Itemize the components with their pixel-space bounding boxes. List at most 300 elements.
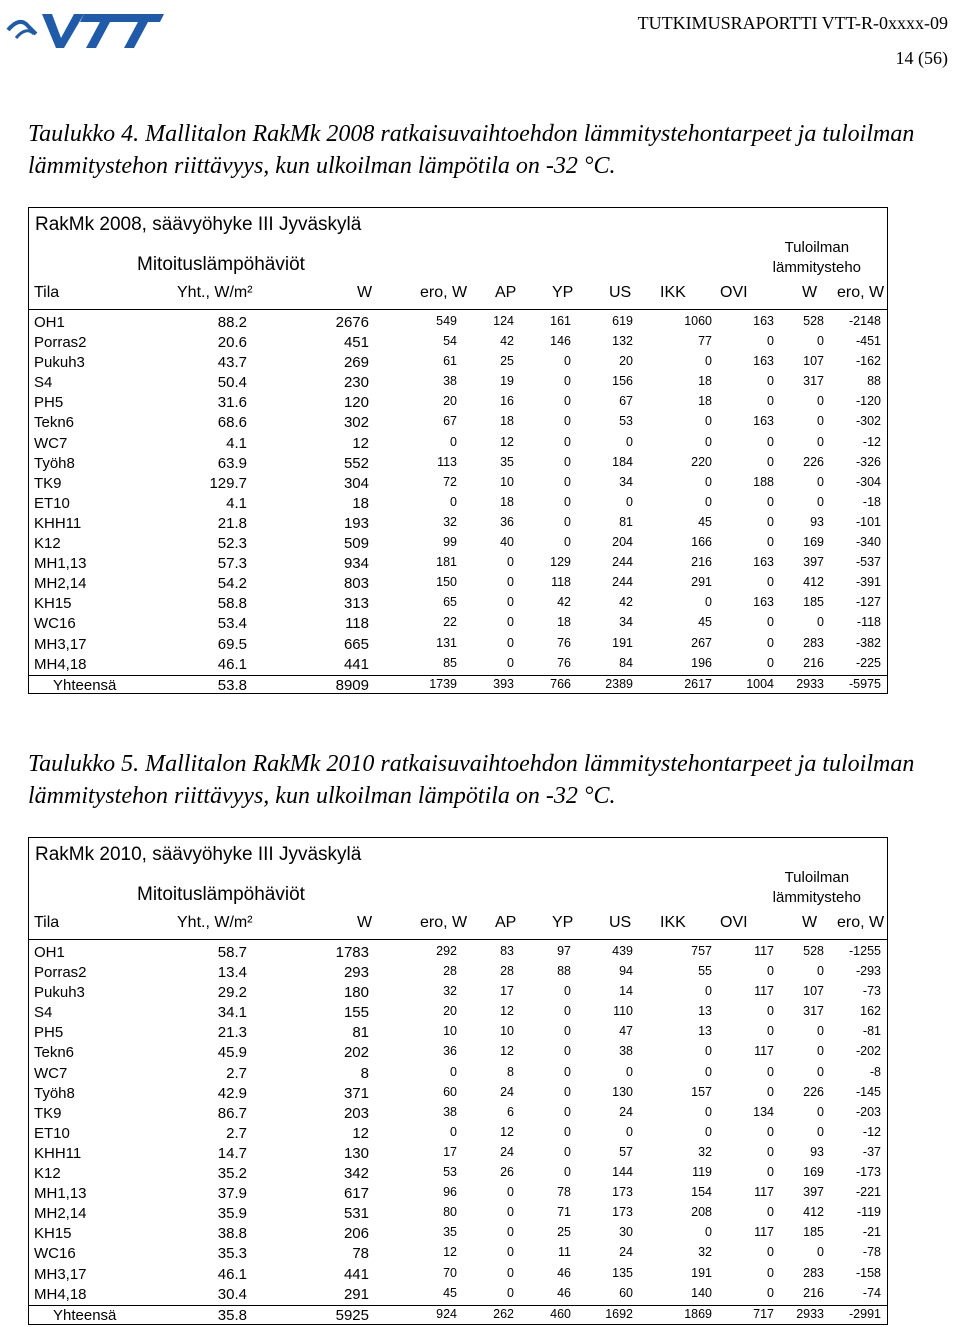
cell-yp: 161 [550, 314, 571, 328]
table-row [29, 333, 887, 353]
cell-ap: 10 [500, 1024, 514, 1039]
cell-supply-w: 0 [817, 1024, 824, 1039]
column-headers [29, 284, 887, 308]
cell-ap: 0 [507, 1225, 514, 1240]
cell-ero-w: 32 [443, 514, 457, 529]
cell-ero-w: 96 [443, 1185, 457, 1200]
supply-heading-line: Tuloilman [784, 869, 850, 886]
cell-ikk: 13 [698, 1024, 712, 1039]
cell-ovi: 0 [767, 635, 774, 650]
cell-tila: KH15 [34, 595, 72, 613]
cell-ikk: 0 [705, 595, 712, 610]
table-row [29, 1124, 887, 1144]
cell-yp: 0 [564, 494, 571, 509]
cell-supply-ero-w: -127 [855, 595, 881, 610]
cell-tila: ET10 [34, 1124, 70, 1142]
cell-supply-w: 0 [817, 394, 824, 409]
cell-supply-w: 317 [803, 374, 824, 389]
cell-ap: 25 [500, 354, 514, 369]
cell-tila: MH2,14 [34, 1205, 87, 1223]
cell-ikk: 0 [705, 984, 712, 999]
cell-supply-ero-w: -2148 [849, 314, 881, 328]
cell-w: 302 [343, 414, 369, 432]
table-row [29, 1064, 887, 1084]
cell-supply-ero-w: -221 [855, 1185, 881, 1200]
column-header-ovi: OVI [720, 914, 748, 931]
cell-yht-wm2: 58.8 [217, 595, 247, 613]
cell-us: 173 [612, 1185, 633, 1200]
cell-yp: 18 [557, 615, 571, 630]
cell-w: 313 [343, 595, 369, 613]
cell-yp: 0 [564, 1144, 571, 1159]
cell-ero-w: 0 [450, 434, 457, 449]
table-row [29, 963, 887, 983]
table-row [29, 454, 887, 474]
table-row [29, 1144, 887, 1164]
cell-ikk: 2617 [684, 676, 712, 691]
cell-yp: 0 [564, 535, 571, 550]
cell-ikk: 216 [691, 555, 712, 570]
cell-tila: Työh8 [34, 454, 75, 472]
cell-tila: K12 [34, 1165, 61, 1183]
cell-supply-w: 216 [803, 1285, 824, 1300]
cell-ero-w: 17 [443, 1144, 457, 1159]
cell-supply-w: 185 [803, 1225, 824, 1240]
cell-yp: 0 [564, 434, 571, 449]
cell-yp: 0 [564, 394, 571, 409]
cell-tila: Porras2 [34, 334, 87, 352]
cell-ikk: 208 [691, 1205, 712, 1220]
cell-supply-w: 412 [803, 575, 824, 590]
caption-line: Taulukko 5. Mallitalon RakMk 2010 ratkaisuvaihtoehdon lämmitystehontarpeet ja tuloilman [28, 751, 915, 777]
cell-ovi: 188 [753, 474, 774, 489]
cell-ikk: 32 [698, 1245, 712, 1260]
cell-ovi: 0 [767, 655, 774, 670]
cell-supply-ero-w: -158 [855, 1265, 881, 1280]
table-row [29, 1265, 887, 1285]
cell-yp: 766 [550, 676, 571, 691]
cell-ap: 36 [500, 514, 514, 529]
cell-w: 8909 [335, 676, 369, 694]
cell-us: 0 [626, 1064, 633, 1079]
table-row [29, 514, 887, 534]
cell-supply-w: 226 [803, 1084, 824, 1099]
cell-ikk: 1869 [684, 1306, 712, 1321]
cell-ero-w: 150 [436, 575, 457, 590]
table-row [29, 1043, 887, 1063]
cell-w: 193 [343, 514, 369, 532]
cell-supply-w: 528 [803, 944, 824, 958]
cell-w: 203 [343, 1104, 369, 1122]
cell-tila: PH5 [34, 1024, 64, 1042]
cell-yht-wm2: 35.8 [217, 1306, 247, 1324]
cell-w: 441 [343, 1265, 369, 1283]
cell-ovi: 117 [754, 984, 774, 999]
cell-yht-wm2: 86.7 [217, 1104, 247, 1122]
cell-tila: MH4,18 [34, 655, 87, 673]
column-header-w: W [357, 284, 373, 301]
cell-yht-wm2: 42.9 [217, 1084, 247, 1102]
cell-supply-ero-w: -78 [862, 1245, 881, 1260]
table-row [29, 943, 887, 963]
cell-supply-w: 412 [803, 1205, 824, 1220]
cell-us: 81 [619, 514, 633, 529]
cell-supply-ero-w: 88 [867, 374, 881, 389]
cell-ikk: 757 [691, 944, 712, 958]
cell-w: 342 [343, 1165, 369, 1183]
cell-ikk: 45 [698, 514, 712, 529]
cell-yht-wm2: 69.5 [217, 635, 247, 653]
cell-yp: 46 [557, 1285, 571, 1300]
supply-air-heading [773, 238, 861, 278]
column-header-ikk: IKK [660, 284, 686, 301]
column-header-us: US [609, 284, 632, 301]
table-row [29, 1204, 887, 1224]
cell-w: 155 [343, 1004, 369, 1022]
cell-tila: Yhteensä [53, 1306, 117, 1324]
cell-supply-ero-w: -2991 [849, 1306, 881, 1321]
cell-tila: MH1,13 [34, 1185, 87, 1203]
cell-ap: 0 [507, 555, 514, 570]
cell-supply-w: 107 [803, 984, 824, 999]
header-divider [29, 309, 887, 310]
column-header-ikk: IKK [660, 914, 686, 931]
cell-w: 509 [343, 535, 369, 553]
column-header-supply-ero-w: ero, W [837, 914, 885, 931]
cell-ap: 24 [500, 1084, 514, 1099]
cell-yht-wm2: 21.8 [217, 514, 247, 532]
cell-yht-wm2: 46.1 [217, 1265, 247, 1283]
cell-ap: 12 [500, 1044, 514, 1059]
table-row [29, 554, 887, 574]
cell-ap: 0 [507, 1185, 514, 1200]
cell-ovi: 0 [767, 1004, 774, 1019]
column-header-supply-w: W [802, 914, 818, 931]
cell-ero-w: 22 [443, 615, 457, 630]
cell-ap: 12 [500, 1004, 514, 1019]
header-divider [29, 939, 887, 940]
cell-us: 34 [619, 615, 633, 630]
cell-w: 934 [343, 555, 369, 573]
cell-us: 24 [619, 1104, 633, 1119]
cell-ap: 0 [507, 575, 514, 590]
cell-supply-ero-w: -101 [855, 514, 881, 529]
cell-supply-w: 107 [803, 354, 824, 369]
cell-yp: 0 [564, 474, 571, 489]
cell-ap: 18 [500, 414, 514, 429]
cell-ovi: 117 [754, 1225, 774, 1240]
cell-yht-wm2: 2.7 [226, 1064, 247, 1082]
cell-supply-ero-w: -119 [856, 1205, 881, 1220]
cell-supply-w: 0 [817, 474, 824, 489]
cell-w: 130 [343, 1144, 369, 1162]
cell-ero-w: 181 [436, 555, 457, 570]
cell-us: 2389 [605, 676, 633, 691]
cell-tila: WC16 [34, 615, 76, 633]
cell-yp: 25 [557, 1225, 571, 1240]
cell-yp: 97 [557, 944, 571, 958]
cell-yht-wm2: 53.4 [217, 615, 247, 633]
column-header-tila: Tila [34, 914, 60, 931]
cell-ovi: 0 [767, 334, 774, 349]
cell-ikk: 13 [698, 1004, 712, 1019]
total-row [29, 1305, 887, 1326]
cell-supply-w: 0 [817, 494, 824, 509]
table-row [29, 494, 887, 514]
cell-ovi: 0 [767, 1064, 774, 1079]
cell-ero-w: 20 [443, 394, 457, 409]
table-row [29, 1244, 887, 1264]
cell-supply-ero-w: -1255 [849, 944, 881, 958]
cell-supply-w: 0 [817, 1064, 824, 1079]
cell-tila: Pukuh3 [34, 354, 85, 372]
cell-us: 244 [612, 555, 633, 570]
cell-w: 665 [343, 635, 369, 653]
cell-yp: 0 [564, 1165, 571, 1180]
cell-ap: 10 [500, 474, 514, 489]
cell-yht-wm2: 35.3 [217, 1245, 247, 1263]
table-row [29, 413, 887, 433]
cell-supply-w: 0 [817, 1104, 824, 1119]
cell-w: 304 [343, 474, 369, 492]
table-4-caption [28, 118, 948, 182]
cell-w: 531 [343, 1205, 369, 1223]
cell-ikk: 0 [705, 434, 712, 449]
table-row [29, 635, 887, 655]
cell-w: 291 [343, 1285, 369, 1303]
cell-yht-wm2: 58.7 [217, 944, 247, 961]
cell-supply-ero-w: -225 [855, 655, 881, 670]
cell-yp: 129 [550, 555, 571, 570]
table-row [29, 1285, 887, 1305]
cell-supply-w: 93 [810, 514, 824, 529]
cell-ap: 0 [507, 1265, 514, 1280]
cell-w: 269 [343, 354, 369, 372]
cell-yp: 76 [557, 635, 571, 650]
cell-us: 204 [612, 535, 633, 550]
cell-tila: TK9 [34, 474, 62, 492]
cell-yp: 0 [564, 1084, 571, 1099]
cell-ero-w: 38 [443, 374, 457, 389]
table-body [29, 943, 887, 1326]
column-header-ap: AP [495, 284, 517, 301]
cell-ikk: 18 [698, 394, 712, 409]
cell-us: 38 [619, 1044, 633, 1059]
cell-ovi: 117 [754, 1185, 774, 1200]
cell-supply-w: 283 [803, 635, 824, 650]
table-title: RakMk 2010, säävyöhyke III Jyväskylä [35, 844, 362, 865]
cell-ovi: 117 [754, 1044, 774, 1059]
cell-tila: WC7 [34, 434, 68, 452]
cell-supply-w: 0 [817, 434, 824, 449]
cell-ikk: 0 [705, 1225, 712, 1240]
cell-supply-w: 0 [817, 964, 824, 979]
cell-yht-wm2: 52.3 [217, 535, 247, 553]
cell-w: 81 [352, 1024, 369, 1042]
cell-supply-ero-w: 162 [860, 1004, 881, 1019]
cell-ap: 40 [500, 535, 514, 550]
cell-tila: K12 [34, 535, 61, 553]
column-header-ovi: OVI [720, 284, 748, 301]
cell-ero-w: 53 [443, 1165, 457, 1180]
cell-ikk: 0 [705, 354, 712, 369]
cell-w: 441 [343, 655, 369, 673]
cell-tila: KHH11 [34, 514, 82, 532]
supply-heading-line: Tuloilman [784, 239, 850, 256]
caption-line: lämmitystehon riittävyys, kun ulkoilman lämpötila on -32 °C. [28, 153, 616, 179]
cell-us: 24 [619, 1245, 633, 1260]
supply-heading-line: lämmitysteho [772, 259, 861, 276]
cell-supply-ero-w: -12 [862, 434, 881, 449]
cell-ovi: 0 [767, 394, 774, 409]
cell-ovi: 163 [753, 595, 774, 610]
cell-tila: MH3,17 [34, 1265, 87, 1283]
cell-ovi: 163 [753, 414, 774, 429]
cell-yp: 76 [557, 655, 571, 670]
cell-tila: OH1 [34, 944, 65, 961]
cell-yht-wm2: 38.8 [217, 1225, 247, 1243]
cell-us: 130 [612, 1084, 633, 1099]
cell-ovi: 163 [753, 314, 774, 328]
cell-ero-w: 61 [443, 354, 457, 369]
cell-w: 12 [352, 1124, 369, 1142]
report-id: TUTKIMUSRAPORTTI VTT-R-0xxxx-09 [637, 13, 948, 33]
supply-heading-line: lämmitysteho [772, 889, 861, 906]
cell-ovi: 0 [767, 964, 774, 979]
cell-supply-ero-w: -326 [855, 454, 881, 469]
cell-us: 110 [613, 1004, 633, 1019]
cell-ap: 26 [500, 1165, 514, 1180]
column-header-us: US [609, 914, 632, 931]
cell-ero-w: 28 [443, 964, 457, 979]
cell-ap: 12 [500, 434, 514, 449]
cell-yp: 0 [564, 354, 571, 369]
cell-supply-w: 283 [803, 1265, 824, 1280]
cell-yp: 11 [558, 1245, 571, 1260]
table-row [29, 1184, 887, 1204]
cell-us: 20 [619, 354, 633, 369]
vtt-logo [6, 4, 166, 56]
cell-supply-ero-w: -203 [855, 1104, 881, 1119]
cell-w: 803 [343, 575, 369, 593]
cell-tila: Tekn6 [34, 1044, 75, 1062]
cell-ap: 12 [500, 1124, 514, 1139]
cell-ikk: 191 [691, 1265, 712, 1280]
cell-ap: 19 [500, 374, 514, 389]
cell-yht-wm2: 53.8 [217, 676, 247, 694]
cell-w: 617 [343, 1185, 369, 1203]
cell-supply-ero-w: -5975 [849, 676, 881, 691]
cell-us: 34 [619, 474, 633, 489]
table-row [29, 1003, 887, 1023]
column-header-ap: AP [495, 914, 517, 931]
cell-ero-w: 1739 [429, 676, 457, 691]
cell-yp: 0 [564, 1024, 571, 1039]
cell-supply-ero-w: -537 [855, 555, 881, 570]
column-header-ero-w: ero, W [420, 284, 468, 301]
cell-supply-w: 317 [803, 1004, 824, 1019]
cell-supply-w: 397 [803, 555, 824, 570]
column-header-yht-wm2: Yht., W/m² [177, 284, 253, 301]
cell-ero-w: 10 [443, 1024, 457, 1039]
cell-w: 371 [343, 1084, 369, 1102]
cell-supply-ero-w: -304 [855, 474, 881, 489]
cell-tila: OH1 [34, 314, 65, 331]
cell-ap: 0 [507, 595, 514, 610]
cell-us: 439 [612, 944, 633, 958]
column-header-supply-w: W [802, 284, 818, 301]
cell-us: 244 [612, 575, 633, 590]
cell-yht-wm2: 31.6 [217, 394, 247, 412]
column-header-w: W [357, 914, 373, 931]
cell-ikk: 220 [691, 454, 712, 469]
cell-ero-w: 70 [443, 1265, 457, 1280]
cell-us: 84 [619, 655, 633, 670]
cell-supply-w: 397 [803, 1185, 824, 1200]
cell-supply-w: 0 [817, 615, 824, 630]
table-row [29, 1104, 887, 1124]
cell-us: 14 [619, 984, 633, 999]
cell-ap: 42 [500, 334, 514, 349]
cell-ovi: 0 [767, 1285, 774, 1300]
cell-w: 552 [343, 454, 369, 472]
cell-yht-wm2: 35.2 [217, 1165, 247, 1183]
cell-ero-w: 45 [443, 1285, 457, 1300]
cell-ovi: 717 [753, 1306, 774, 1321]
cell-us: 173 [612, 1205, 633, 1220]
cell-tila: Porras2 [34, 964, 87, 982]
cell-ikk: 0 [705, 1044, 712, 1059]
cell-ovi: 0 [767, 454, 774, 469]
cell-yht-wm2: 2.7 [226, 1124, 247, 1142]
cell-tila: S4 [34, 1004, 53, 1022]
cell-yht-wm2: 50.4 [217, 374, 247, 392]
cell-supply-ero-w: -391 [855, 575, 881, 590]
cell-supply-w: 528 [803, 314, 824, 328]
cell-ero-w: 38 [443, 1104, 457, 1119]
table-row [29, 393, 887, 413]
cell-ikk: 55 [698, 964, 712, 979]
cell-us: 132 [612, 334, 633, 349]
table-row [29, 983, 887, 1003]
cell-w: 12 [352, 434, 369, 452]
cell-yht-wm2: 43.7 [217, 354, 247, 372]
cell-supply-ero-w: -302 [855, 414, 881, 429]
cell-yp: 0 [564, 1064, 571, 1079]
cell-supply-ero-w: -202 [855, 1044, 881, 1059]
cell-w: 180 [343, 984, 369, 1002]
table-row [29, 434, 887, 454]
cell-us: 144 [612, 1165, 633, 1180]
cell-ikk: 1060 [684, 314, 712, 328]
cell-w: 2676 [335, 314, 369, 331]
table-row [29, 1164, 887, 1184]
supply-air-heading [773, 868, 861, 908]
cell-ovi: 0 [767, 1124, 774, 1139]
column-header-tila: Tila [34, 284, 60, 301]
total-row [29, 675, 887, 696]
cell-yht-wm2: 45.9 [217, 1044, 247, 1062]
table-body [29, 313, 887, 696]
cell-ikk: 77 [698, 334, 712, 349]
cell-ikk: 196 [691, 655, 712, 670]
cell-ero-w: 20 [443, 1004, 457, 1019]
cell-us: 47 [619, 1024, 633, 1039]
cell-ap: 0 [507, 1205, 514, 1220]
cell-yht-wm2: 129.7 [209, 474, 247, 492]
cell-yht-wm2: 4.1 [226, 494, 247, 512]
cell-us: 1692 [605, 1306, 633, 1321]
